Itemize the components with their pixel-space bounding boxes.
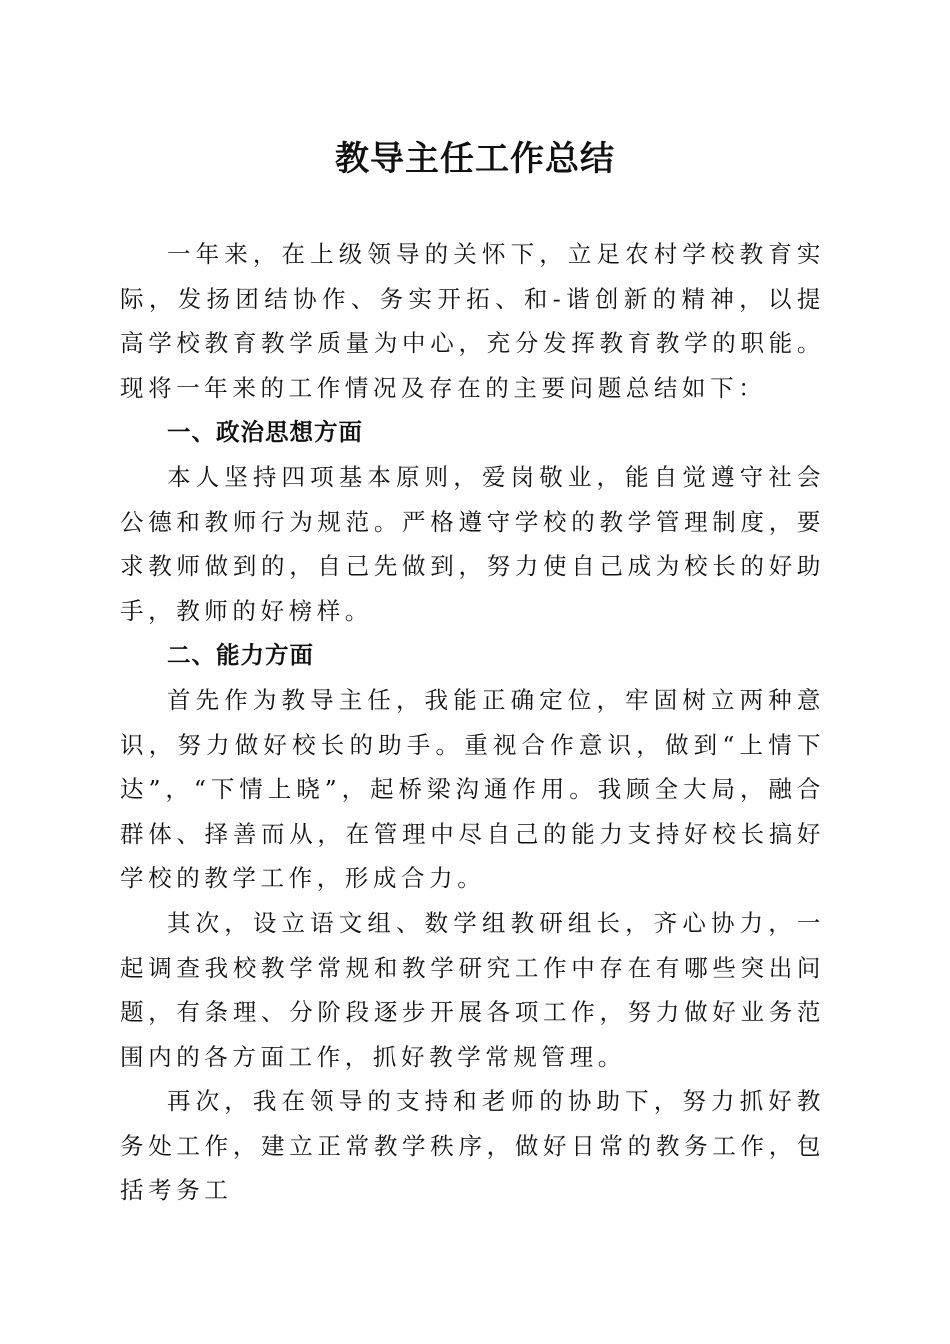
- ability-paragraph-1: 首先作为教导主任，我能正确定位，牢固树立两种意识，努力做好校长的助手。重视合作意识，做到“上情下达”，“下情上晓”，起桥梁沟通作用。我顾全大局，融合群体、择善而从，在管理中尽自己的能力支持好校长搞好学校的教学工作，形成合力。: [120, 685, 825, 893]
- political-paragraph: 本人坚持四项基本原则，爱岗敬业，能自觉遵守社会公德和教师行为规范。严格遵守学校的教学管理制度，要求教师做到的，自己先做到，努力使自己成为校长的好助手，教师的好榜样。: [120, 462, 825, 625]
- ability-paragraph-2: 其次，设立语文组、数学组教研组长，齐心协力，一起调查我校教学常规和教学研究工作中存在有哪些突出问题，有条理、分阶段逐步开展各项工作，努力做好业务范围内的各方面工作，抓好教学常规管理。: [120, 908, 825, 1071]
- ability-paragraph-3: 再次，我在领导的支持和老师的协助下，努力抓好教务处工作，建立正常教学秩序，做好日常的教务工作，包括考务工: [120, 1087, 825, 1205]
- section-heading-political: 一、政治思想方面: [167, 418, 363, 447]
- section-heading-ability: 二、能力方面: [167, 641, 314, 670]
- intro-paragraph: 一年来，在上级领导的关怀下，立足农村学校教育实际，发扬团结协作、务实开拓、和-谐创新的精神，以提高学校教育教学质量为中心，充分发挥教育教学的职能。现将一年来的工作情况及存在的主要问题总结如下：: [120, 240, 825, 402]
- document-body: [120, 232, 825, 1213]
- document-title: 教导主任工作总结: [335, 139, 615, 179]
